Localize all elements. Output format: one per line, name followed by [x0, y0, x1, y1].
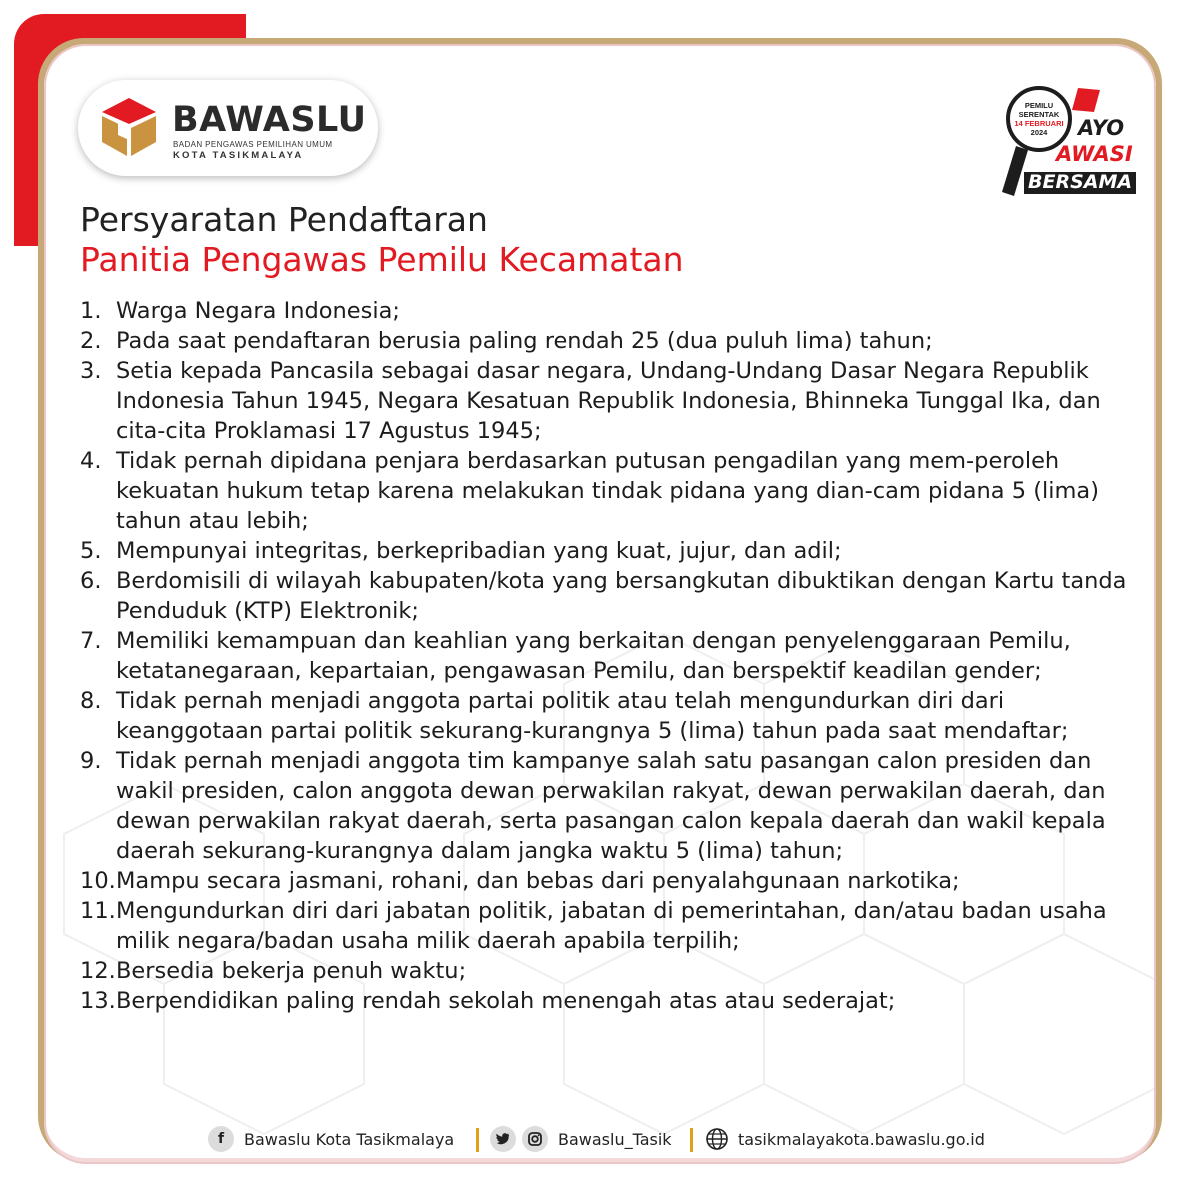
list-item	[80, 896, 1140, 956]
item-text: Berpendidikan paling rendah sekolah menengah atas atau sederajat;	[116, 988, 896, 1014]
item-text: Mempunyai integritas, berkepribadian yang kuat, jujur, dan adil;	[116, 538, 842, 564]
badge-word-bersama: BERSAMA	[1024, 172, 1136, 194]
item-number: 11.	[80, 898, 116, 924]
page-subtitle: Panitia Pengawas Pemilu Kecamatan	[80, 240, 684, 279]
item-number: 4.	[80, 448, 102, 474]
item-number: 5.	[80, 538, 102, 564]
requirements-list	[80, 296, 1140, 1016]
item-text: Tidak pernah menjadi anggota partai politik atau telah mengundurkan diri dari keanggotaan partai politik sekurang-kurangnya 5 (lima) tahun pada saat mendaftar;	[116, 688, 1069, 744]
badge-line-1: PEMILU	[1024, 101, 1054, 110]
item-text: Warga Negara Indonesia;	[116, 298, 400, 324]
badge-line-4: 2024	[1030, 128, 1048, 137]
item-number: 1.	[80, 298, 102, 324]
list-item	[80, 956, 1140, 986]
item-number: 7.	[80, 628, 102, 654]
list-item	[80, 566, 1140, 626]
item-text: Tidak pernah dipidana penjara berdasarkan putusan pengadilan yang mem-peroleh kekuatan hukum tetap karena melakukan tindak pidana yang dian-cam pidana 5 (lima) tahun atau lebih;	[116, 448, 1099, 534]
badge-line-2: SERENTAK	[1018, 110, 1060, 119]
website-link[interactable]: tasikmalayakota.bawaslu.go.id	[738, 1130, 985, 1149]
item-number: 10.	[80, 868, 116, 894]
bawaslu-logo	[78, 80, 378, 176]
item-number: 9.	[80, 748, 102, 774]
red-flag-icon	[1072, 88, 1100, 112]
item-number: 8.	[80, 688, 102, 714]
item-text: Berdomisili di wilayah kabupaten/kota yang bersangkutan dibuktikan dengan Kartu tanda Penduduk (KTP) Elektronik;	[116, 568, 1127, 624]
item-number: 2.	[80, 328, 102, 354]
item-text: Pada saat pendaftaran berusia paling rendah 25 (dua puluh lima) tahun;	[116, 328, 933, 354]
item-number: 13.	[80, 988, 116, 1014]
item-text: Memiliki kemampuan dan keahlian yang berkaitan dengan penyelenggaraan Pemilu, ketatanegaraan, kepartaian, pengawasan Pemilu, dan berspektif keadilan gender;	[116, 628, 1071, 684]
item-number: 12.	[80, 958, 116, 984]
list-item	[80, 356, 1140, 446]
item-text: Mengundurkan diri dari jabatan politik, jabatan di pemerintahan, dan/atau badan usaha milik negara/badan usaha milik daerah apabila terpilih;	[116, 898, 1107, 954]
list-item	[80, 536, 1140, 566]
ayo-awasi-bersama-badge	[1000, 84, 1133, 206]
badge-word-awasi: AWASI	[1056, 142, 1133, 166]
list-item	[80, 296, 1140, 326]
social-handle-link[interactable]: Bawaslu_Tasik	[558, 1130, 672, 1149]
list-item	[80, 626, 1140, 686]
bawaslu-emblem-icon	[96, 94, 162, 160]
brand-name: BAWASLU	[172, 100, 367, 140]
facebook-page-link[interactable]: Bawaslu Kota Tasikmalaya	[244, 1130, 455, 1149]
list-item	[80, 986, 1140, 1016]
item-text: Mampu secara jasmani, rohani, dan bebas dari penyalahgunaan narkotika;	[116, 868, 960, 894]
list-item	[80, 446, 1140, 536]
list-item	[80, 686, 1140, 746]
twitter-icon[interactable]	[490, 1126, 516, 1152]
list-item	[80, 326, 1140, 356]
list-item	[80, 746, 1140, 866]
page-title: Persyaratan Pendaftaran	[80, 200, 488, 239]
list-item	[80, 866, 1140, 896]
brand-subtitle: BADAN PENGAWAS PEMILIHAN UMUM	[173, 140, 333, 149]
footer-divider	[476, 1128, 479, 1152]
badge-line-3: 14 FEBRUARI	[1014, 119, 1064, 128]
footer	[0, 1124, 1200, 1158]
item-number: 6.	[80, 568, 102, 594]
globe-icon[interactable]	[704, 1126, 730, 1152]
instagram-icon[interactable]	[522, 1126, 548, 1152]
item-text: Setia kepada Pancasila sebagai dasar negara, Undang-Undang Dasar Negara Republik Indonesia Tahun 1945, Negara Kesatuan Republik Indonesia, Bhinneka Tunggal Ika, dan cita-cita Proklamasi 17 Agustus 1945;	[116, 358, 1101, 444]
footer-divider	[690, 1128, 693, 1152]
item-number: 3.	[80, 358, 102, 384]
item-text: Tidak pernah menjadi anggota tim kampanye salah satu pasangan calon presiden dan wakil presiden, calon anggota dewan perwakilan rakyat, dewan perwakilan daerah, dan dewan perwakilan rakyat daerah, serta pasangan calon kepala daerah dan wakil kepala daerah sekurang-kurangnya dalam jangka waktu 5 (lima) tahun;	[116, 748, 1106, 864]
brand-region: KOTA TASIKMALAYA	[173, 150, 304, 161]
item-text: Bersedia bekerja penuh waktu;	[116, 958, 467, 984]
facebook-icon[interactable]: f	[208, 1126, 234, 1152]
badge-word-ayo: AYO	[1078, 116, 1125, 140]
